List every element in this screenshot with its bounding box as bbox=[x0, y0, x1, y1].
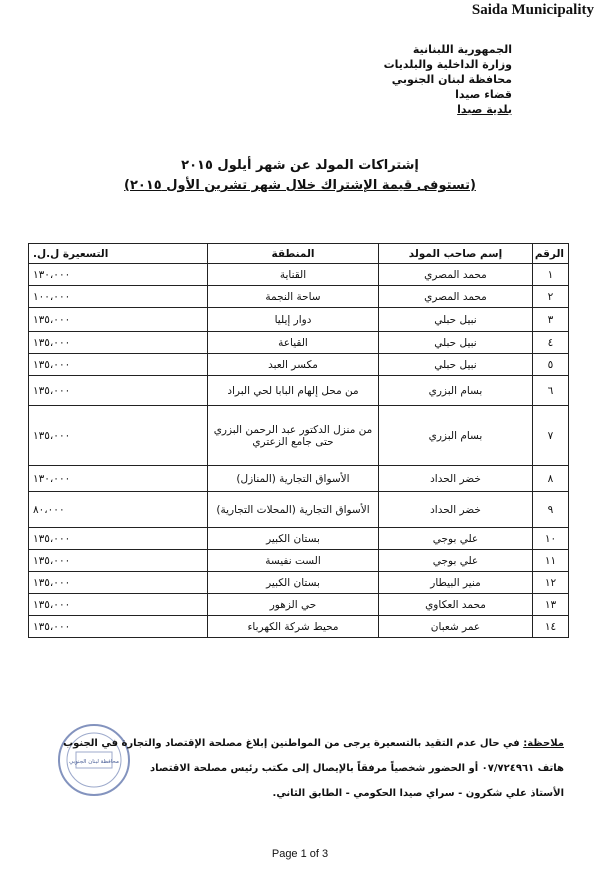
header-line: وزارة الداخلية والبلديات bbox=[383, 58, 512, 71]
row-tariff: ١٣٥،٠٠٠ bbox=[29, 528, 208, 550]
header-line-municipality: بلدية صيدا bbox=[457, 103, 512, 116]
row-area: محيط شركة الكهرباء bbox=[208, 616, 379, 638]
table-row bbox=[29, 492, 569, 528]
header-line: محافظة لبنان الجنوبي bbox=[391, 73, 512, 86]
row-num: ١٣ bbox=[533, 594, 569, 616]
table-row bbox=[29, 466, 569, 492]
row-tariff: ١٣٥،٠٠٠ bbox=[29, 376, 208, 406]
row-area: مكسر العبد bbox=[208, 354, 379, 376]
row-owner: علي بوجي bbox=[379, 528, 533, 550]
row-area: بستان الكبير bbox=[208, 572, 379, 594]
header-tariff: التسعيرة ل.ل. bbox=[29, 244, 208, 264]
row-tariff: ١٠٠،٠٠٠ bbox=[29, 286, 208, 308]
row-num: ١ bbox=[533, 264, 569, 286]
row-tariff: ٨٠،٠٠٠ bbox=[29, 492, 208, 528]
row-area: القناية bbox=[208, 264, 379, 286]
row-area: من محل إلهام البابا لحي البراد bbox=[208, 376, 379, 406]
row-owner: بسام البزري bbox=[379, 406, 533, 466]
row-tariff: ١٣٥،٠٠٠ bbox=[29, 594, 208, 616]
row-tariff: ١٣٠،٠٠٠ bbox=[29, 466, 208, 492]
header-owner: إسم صاحب المولد bbox=[379, 244, 533, 264]
table-row bbox=[29, 308, 569, 332]
row-tariff: ١٣٥،٠٠٠ bbox=[29, 354, 208, 376]
row-num: ٤ bbox=[533, 332, 569, 354]
table-header-row bbox=[29, 244, 569, 264]
row-num: ٥ bbox=[533, 354, 569, 376]
row-owner: نبيل حبلي bbox=[379, 332, 533, 354]
table-row bbox=[29, 406, 569, 466]
title-subtitle: (تستوفى قيمة الإشتراك خلال شهر تشرين الأول ٢٠١٥) bbox=[124, 178, 476, 193]
row-tariff: ١٣٥،٠٠٠ bbox=[29, 406, 208, 466]
row-num: ١٢ bbox=[533, 572, 569, 594]
row-area: الست نفيسة bbox=[208, 550, 379, 572]
table-row bbox=[29, 528, 569, 550]
row-owner: نبيل حبلي bbox=[379, 354, 533, 376]
row-tariff: ١٣٠،٠٠٠ bbox=[29, 264, 208, 286]
row-area: الأسواق التجارية (المنازل) bbox=[208, 466, 379, 492]
row-owner: خضر الحداد bbox=[379, 466, 533, 492]
table-row bbox=[29, 616, 569, 638]
row-tariff: ١٣٥،٠٠٠ bbox=[29, 572, 208, 594]
row-num: ٢ bbox=[533, 286, 569, 308]
row-tariff: ١٣٥،٠٠٠ bbox=[29, 616, 208, 638]
header-line: قضاء صيدا bbox=[455, 88, 512, 101]
table-row bbox=[29, 354, 569, 376]
row-area: حي الزهور bbox=[208, 594, 379, 616]
row-num: ٦ bbox=[533, 376, 569, 406]
row-num: ٨ bbox=[533, 466, 569, 492]
title-main: إشتراكات المولد عن شهر أيلول ٢٠١٥ bbox=[181, 158, 419, 173]
row-area: بستان الكبير bbox=[208, 528, 379, 550]
stamp-text: محافظة لبنان الجنوبي bbox=[69, 759, 119, 765]
row-owner: بسام البزري bbox=[379, 376, 533, 406]
row-owner: نبيل حبلي bbox=[379, 308, 533, 332]
row-num: ٧ bbox=[533, 406, 569, 466]
row-num: ٩ bbox=[533, 492, 569, 528]
table-row bbox=[29, 594, 569, 616]
row-owner: محمد المصري bbox=[379, 286, 533, 308]
row-area: دوار إيليا bbox=[208, 308, 379, 332]
note-line-3: الأستاذ علي شكرون - سراي صيدا الحكومي - الطابق الثاني. bbox=[272, 788, 564, 799]
row-area: ساحة النجمة bbox=[208, 286, 379, 308]
row-owner: عمر شعبان bbox=[379, 616, 533, 638]
table-row bbox=[29, 332, 569, 354]
header-area: المنطقة bbox=[208, 244, 379, 264]
row-owner: خضر الحداد bbox=[379, 492, 533, 528]
page-number: Page 1 of 3 bbox=[271, 848, 329, 860]
row-owner: محمد العكاوي bbox=[379, 594, 533, 616]
row-num: ١٤ bbox=[533, 616, 569, 638]
row-owner: علي بوجي bbox=[379, 550, 533, 572]
table-row bbox=[29, 286, 569, 308]
row-area: الأسواق التجارية (المحلات التجارية) bbox=[208, 492, 379, 528]
row-num: ١٠ bbox=[533, 528, 569, 550]
row-tariff: ١٣٥،٠٠٠ bbox=[29, 308, 208, 332]
row-num: ٣ bbox=[533, 308, 569, 332]
note-label: ملاحظة: bbox=[523, 738, 564, 749]
table-row bbox=[29, 376, 569, 406]
header-num: الرقم bbox=[533, 244, 569, 264]
note-block bbox=[24, 736, 564, 801]
row-tariff: ١٣٥،٠٠٠ bbox=[29, 332, 208, 354]
table-row bbox=[29, 550, 569, 572]
table-row bbox=[29, 264, 569, 286]
note-line-2: هاتف ٠٧/٧٢٤٩٦١ أو الحضور شخصياً مرفقاً بالإيصال إلى مكتب رئيس مصلحة الاقتصاد bbox=[149, 763, 564, 774]
subscriptions-table bbox=[28, 243, 569, 638]
row-owner: محمد المصري bbox=[379, 264, 533, 286]
government-header bbox=[384, 42, 512, 117]
table-row bbox=[29, 572, 569, 594]
document-title bbox=[0, 156, 600, 196]
note-text-1: في حال عدم التقيد بالتسعيرة يرجى من المواطنين إبلاغ مصلحة الإقتصاد والتجارة في الجنوب bbox=[63, 738, 520, 749]
row-owner: منير البيطار bbox=[379, 572, 533, 594]
row-tariff: ١٣٥،٠٠٠ bbox=[29, 550, 208, 572]
note-line-1 bbox=[24, 736, 564, 751]
municipality-name: Saida Municipality bbox=[471, 2, 594, 18]
header-line: الجمهورية اللبنانية bbox=[412, 43, 512, 56]
row-area: من منزل الدكتور عبد الرحمن البزري حتى جامع الزعتري bbox=[208, 406, 379, 466]
row-num: ١١ bbox=[533, 550, 569, 572]
row-area: القياعة bbox=[208, 332, 379, 354]
